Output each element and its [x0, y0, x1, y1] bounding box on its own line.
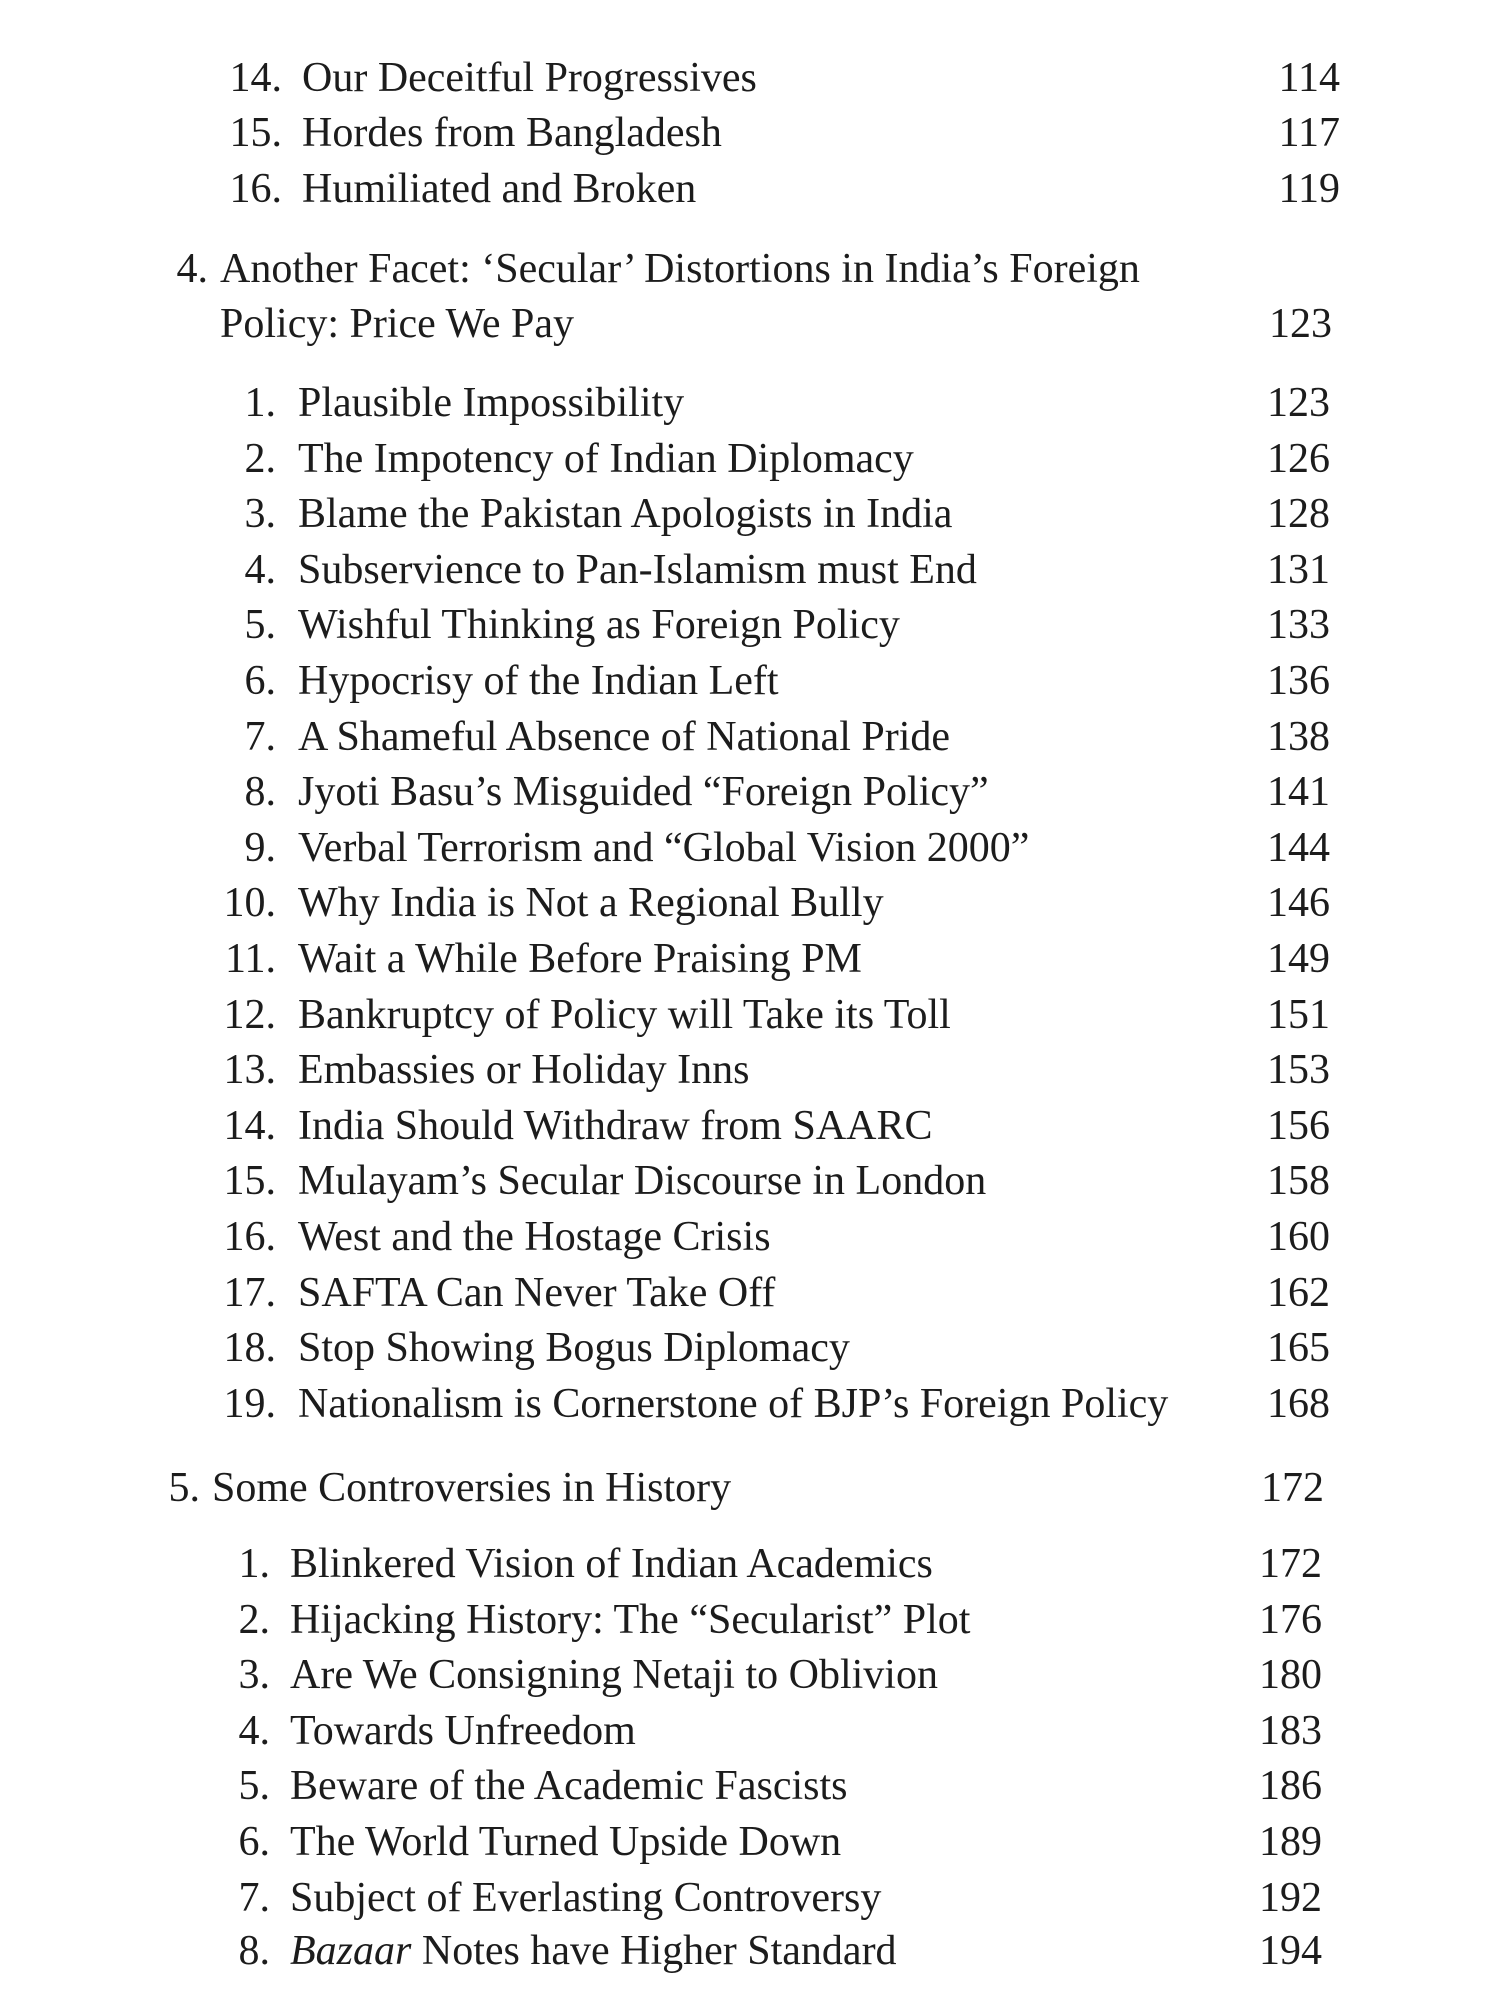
chapter-heading-cont — [0, 296, 1500, 352]
entry-number: 5. — [244, 602, 276, 649]
toc-entry — [0, 764, 1500, 820]
entry-title: Blame the Pakistan Apologists in India — [298, 491, 953, 538]
chapter-number: 4. — [176, 246, 208, 292]
toc-entry — [0, 486, 1500, 542]
toc-entry — [0, 653, 1500, 709]
entry-title: Jyoti Basu’s Misguided “Foreign Policy” — [298, 769, 989, 816]
entry-page: 194 — [1259, 1928, 1322, 1974]
entry-title: Subject of Everlasting Controversy — [290, 1874, 882, 1921]
entry-number: 2. — [238, 1596, 270, 1643]
toc-entry — [0, 875, 1500, 931]
entry-number: 18. — [223, 1325, 276, 1372]
toc-entry — [0, 987, 1500, 1043]
toc-entry — [0, 1376, 1500, 1432]
entry-page: 126 — [1267, 435, 1330, 482]
entry-title: Our Deceitful Progressives — [302, 55, 757, 101]
toc-entry — [0, 1042, 1500, 1098]
entry-title: Hordes from Bangladesh — [302, 110, 722, 156]
entry-number: 1. — [244, 380, 276, 426]
toc-entry — [0, 542, 1500, 598]
entry-page: 144 — [1267, 824, 1330, 871]
entry-page: 186 — [1259, 1763, 1322, 1810]
toc-entry — [0, 1870, 1500, 1926]
toc-entry — [0, 1320, 1500, 1376]
entry-page: 158 — [1267, 1158, 1330, 1205]
entry-page: 141 — [1267, 769, 1330, 816]
entry-page: 114 — [1278, 55, 1340, 101]
chapter-heading — [0, 1460, 1500, 1516]
entry-title: Wishful Thinking as Foreign Policy — [298, 602, 900, 649]
entry-page: 136 — [1267, 658, 1330, 704]
toc-entry — [0, 820, 1500, 876]
toc-entry — [0, 1536, 1500, 1592]
toc-entry — [0, 597, 1500, 653]
entry-page: 133 — [1267, 602, 1330, 649]
entry-title: Subservience to Pan-Islamism must End — [298, 546, 977, 593]
entry-title: Blinkered Vision of Indian Academics — [290, 1541, 933, 1587]
chapter-page: 172 — [1261, 1465, 1324, 1511]
toc-entry — [0, 1758, 1500, 1814]
entry-number: 1. — [238, 1541, 270, 1587]
chapter-title: Some Controversies in History — [212, 1465, 732, 1511]
toc-entry — [0, 1814, 1500, 1870]
entry-page: 156 — [1267, 1102, 1330, 1149]
entry-page: 149 — [1267, 936, 1330, 982]
entry-page: 119 — [1278, 166, 1340, 212]
entry-number: 10. — [223, 880, 276, 927]
toc-entry — [0, 1703, 1500, 1759]
entry-number: 13. — [223, 1047, 276, 1094]
entry-number: 14. — [223, 1102, 276, 1149]
toc-entry — [0, 50, 1500, 106]
entry-title: Towards Unfreedom — [290, 1707, 636, 1754]
entry-page: 123 — [1267, 380, 1330, 426]
chapter-number: 5. — [168, 1465, 200, 1511]
entry-page: 138 — [1267, 713, 1330, 760]
toc-entry — [0, 1098, 1500, 1154]
entry-page: 117 — [1278, 110, 1340, 156]
entry-title: Embassies or Holiday Inns — [298, 1047, 750, 1094]
entry-page: 176 — [1259, 1596, 1322, 1643]
entry-number: 12. — [223, 991, 276, 1038]
entry-page: 192 — [1259, 1874, 1322, 1921]
entry-title — [290, 1923, 897, 1979]
entry-title: Bankruptcy of Policy will Take its Toll — [298, 991, 951, 1038]
toc-entry — [0, 1923, 1500, 1979]
entry-number: 16. — [229, 166, 282, 212]
entry-number: 15. — [223, 1158, 276, 1205]
toc-entry — [0, 1153, 1500, 1209]
entry-number: 7. — [238, 1874, 270, 1921]
entry-number: 6. — [238, 1819, 270, 1865]
entry-title: Hijacking History: The “Secularist” Plot — [290, 1596, 971, 1643]
entry-title: A Shameful Absence of National Pride — [298, 713, 951, 760]
entry-page: 131 — [1267, 546, 1330, 593]
entry-number: 4. — [238, 1707, 270, 1754]
entry-title: Why India is Not a Regional Bully — [298, 880, 884, 927]
chapter-page: 123 — [1269, 301, 1332, 347]
entry-title: The World Turned Upside Down — [290, 1819, 842, 1865]
entry-title: Wait a While Before Praising PM — [298, 936, 862, 982]
entry-title: Plausible Impossibility — [298, 380, 685, 426]
entry-number: 2. — [244, 435, 276, 482]
toc-entry — [0, 1647, 1500, 1703]
entry-page: 160 — [1267, 1214, 1330, 1260]
entry-number: 15. — [229, 110, 282, 156]
toc-entry — [0, 1209, 1500, 1265]
entry-number: 16. — [223, 1214, 276, 1260]
entry-page: 153 — [1267, 1047, 1330, 1094]
entry-page: 189 — [1259, 1819, 1322, 1865]
entry-page: 151 — [1267, 991, 1330, 1038]
entry-title: Are We Consigning Netaji to Oblivion — [290, 1652, 938, 1699]
entry-title: SAFTA Can Never Take Off — [298, 1269, 776, 1316]
chapter-heading — [0, 241, 1500, 297]
entry-number: 17. — [223, 1269, 276, 1316]
entry-title: Beware of the Academic Fascists — [290, 1763, 848, 1810]
toc-entry — [0, 105, 1500, 161]
toc-entry — [0, 161, 1500, 217]
entry-number: 11. — [225, 936, 276, 982]
entry-number: 3. — [238, 1652, 270, 1699]
entry-title: Humiliated and Broken — [302, 166, 697, 212]
entry-number: 19. — [223, 1380, 276, 1427]
entry-title: India Should Withdraw from SAARC — [298, 1102, 933, 1149]
toc-entry — [0, 709, 1500, 765]
entry-page: 162 — [1267, 1269, 1330, 1316]
entry-page: 165 — [1267, 1325, 1330, 1372]
entry-number: 5. — [238, 1763, 270, 1810]
entry-title: Verbal Terrorism and “Global Vision 2000” — [298, 824, 1030, 871]
entry-title: Stop Showing Bogus Diplomacy — [298, 1325, 850, 1372]
entry-title: West and the Hostage Crisis — [298, 1214, 771, 1260]
entry-number: 4. — [244, 546, 276, 593]
entry-number: 8. — [244, 769, 276, 816]
toc-entry — [0, 1265, 1500, 1321]
entry-page: 180 — [1259, 1652, 1322, 1699]
chapter-title-line1: Another Facet: ‘Secular’ Distortions in India’s Foreign — [220, 246, 1140, 292]
entry-number: 8. — [238, 1928, 270, 1974]
entry-page: 146 — [1267, 880, 1330, 927]
entry-page: 183 — [1259, 1707, 1322, 1754]
entry-title: Nationalism is Cornerstone of BJP’s Foreign Policy — [298, 1380, 1169, 1427]
entry-title-italic: Bazaar — [290, 1928, 412, 1974]
entry-title: Mulayam’s Secular Discourse in London — [298, 1158, 987, 1205]
entry-number: 6. — [244, 658, 276, 704]
entry-page: 128 — [1267, 491, 1330, 538]
entry-number: 9. — [244, 824, 276, 871]
toc-entry — [0, 375, 1500, 431]
entry-page: 168 — [1267, 1380, 1330, 1427]
toc-entry — [0, 1592, 1500, 1648]
entry-number: 7. — [244, 713, 276, 760]
entry-title-rest: Notes have Higher Standard — [411, 1928, 897, 1974]
entry-title: The Impotency of Indian Diplomacy — [298, 435, 914, 482]
entry-number: 14. — [229, 55, 282, 101]
entry-page: 172 — [1259, 1541, 1322, 1587]
entry-number: 3. — [244, 491, 276, 538]
toc-entry — [0, 431, 1500, 487]
chapter-title-line2: Policy: Price We Pay — [220, 301, 574, 347]
entry-title: Hypocrisy of the Indian Left — [298, 658, 779, 704]
toc-entry — [0, 931, 1500, 987]
